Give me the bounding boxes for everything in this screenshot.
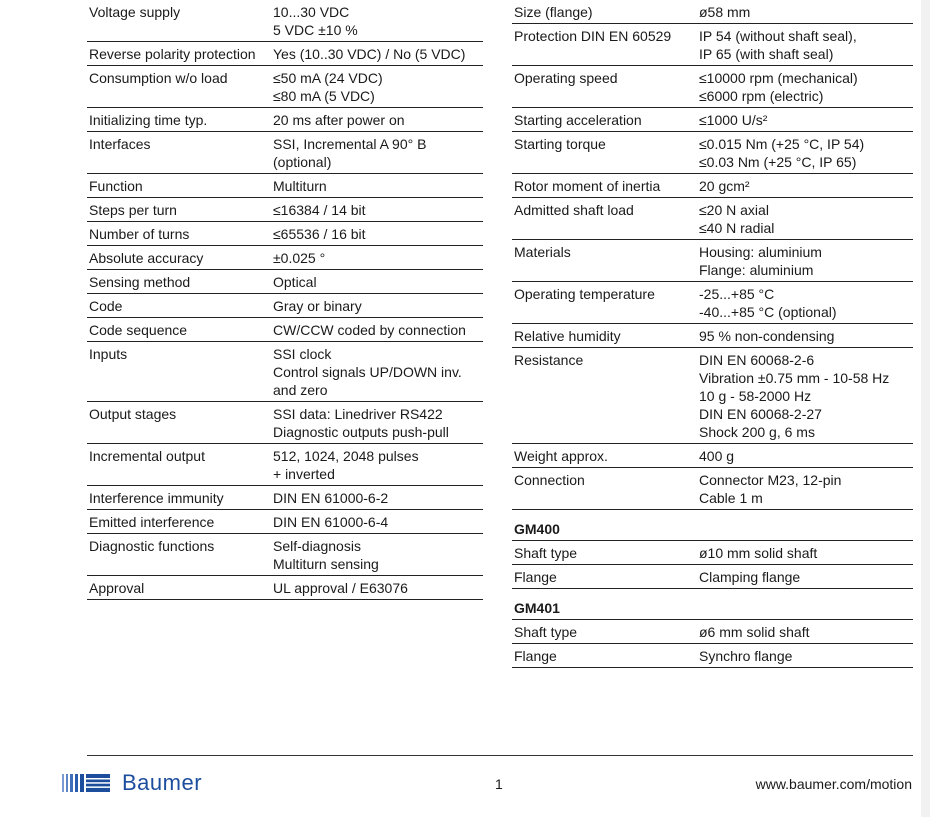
spec-value [697,108,913,132]
spec-value [697,198,913,240]
spec-row [87,108,483,132]
spec-value [271,174,483,198]
spec-label: Voltage supply [87,0,271,42]
spec-value [697,620,913,644]
spec-label: Operating speed [512,66,697,108]
spec-value [271,132,483,174]
spec-row [87,444,483,486]
spec-value [697,66,913,108]
spec-row [512,468,913,510]
spec-label: Materials [512,240,697,282]
spec-value [697,132,913,174]
spec-value [697,565,913,589]
spec-value-line: IP 65 (with shaft seal) [699,46,834,62]
spec-value-line: UL approval / E63076 [273,580,408,596]
spec-value-line: IP 54 (without shaft seal), [699,28,857,44]
logo-text: Baumer [122,770,203,795]
spec-value-line: Vibration ±0.75 mm - 10-58 Hz [699,370,890,386]
spec-row [87,66,483,108]
spec-label: Interfaces [87,132,271,174]
spec-label: Incremental output [87,444,271,486]
left-spec-table [87,0,483,600]
spec-value [697,644,913,668]
spec-label: Flange [512,565,697,589]
spec-label: Flange [512,644,697,668]
spec-value-line: Synchro flange [699,648,793,664]
spec-row [87,294,483,318]
spec-label: Inputs [87,342,271,402]
spec-row [87,222,483,246]
spec-value [697,468,913,510]
spec-value [271,318,483,342]
spec-value-line: Multiturn sensing [273,556,379,572]
spec-row [512,24,913,66]
spec-label: Admitted shaft load [512,198,697,240]
spec-value-line: ø6 mm solid shaft [699,624,810,640]
spec-label: Starting torque [512,132,697,174]
spec-label: Operating temperature [512,282,697,324]
spec-value-line: ≤1000 U/s² [699,112,768,128]
spec-value-line: ≤20 N axial [699,202,769,218]
baumer-logo [62,770,202,796]
spec-value-line: Clamping flange [699,569,801,585]
spec-value-line: ≤65536 / 16 bit [273,226,366,242]
spec-value-line: 512, 1024, 2048 pulses [273,448,419,464]
left-spec-column [87,0,483,600]
spec-row [87,318,483,342]
spec-row [87,42,483,66]
spec-value-line: DIN EN 60068-2-27 [699,406,822,422]
spec-value-line: Yes (10..30 VDC) / No (5 VDC) [273,46,466,62]
spec-value-line: Optical [273,274,317,290]
spec-value-line: + inverted [273,466,335,482]
spec-value-line: Connector M23, 12-pin [699,472,842,488]
spec-value [271,486,483,510]
spec-value [697,282,913,324]
spec-value-line: ±0.025 ° [273,250,326,266]
spec-row [87,246,483,270]
spec-label: Approval [87,576,271,600]
spec-row [512,198,913,240]
spec-value [271,246,483,270]
spec-value-line: ≤16384 / 14 bit [273,202,366,218]
spec-value-line: -25...+85 °C [699,286,775,302]
spec-value [697,24,913,66]
spec-value-line: Cable 1 m [699,490,763,506]
spec-row [87,0,483,42]
spec-value-line: Housing: aluminium [699,244,822,260]
spec-value-line: ≤0.03 Nm (+25 °C, IP 65) [699,154,857,170]
spec-label: Size (flange) [512,0,697,24]
spec-value-line: DIN EN 61000-6-2 [273,490,389,506]
spec-row [512,444,913,468]
spec-value-line: Flange: aluminium [699,262,814,278]
spec-label: Connection [512,468,697,510]
spec-value-line: Self-diagnosis [273,538,361,554]
spec-label: Reverse polarity protection [87,42,271,66]
spec-label: Diagnostic functions [87,534,271,576]
spec-row [512,565,913,589]
spec-row [512,132,913,174]
spec-label: Absolute accuracy [87,246,271,270]
spec-value [271,66,483,108]
scrollbar[interactable] [921,0,930,817]
section-heading-row [512,589,913,620]
spec-label: Emitted interference [87,510,271,534]
spec-value-line: DIN EN 60068-2-6 [699,352,815,368]
spec-row [87,270,483,294]
spec-value-line: 5 VDC ±10 % [273,22,358,38]
spec-row [512,108,913,132]
right-spec-column [512,0,913,668]
spec-label: Protection DIN EN 60529 [512,24,697,66]
spec-label: Interference immunity [87,486,271,510]
spec-value [271,108,483,132]
spec-row [87,198,483,222]
spec-value-line: SSI, Incremental A 90° B [273,136,427,152]
spec-value-line: and zero [273,382,328,398]
spec-label: Shaft type [512,541,697,565]
spec-row [512,240,913,282]
spec-value-line: ≤80 mA (5 VDC) [273,88,375,104]
right-spec-table [512,0,913,668]
spec-value-line: SSI clock [273,346,332,362]
spec-value [271,534,483,576]
spec-value-line: Diagnostic outputs push-pull [273,424,449,440]
spec-value [697,348,913,444]
spec-value-line: ø10 mm solid shaft [699,545,818,561]
spec-value-line: 10 g - 58-2000 Hz [699,388,812,404]
spec-row [512,174,913,198]
section-heading-row [512,510,913,541]
spec-row [512,620,913,644]
spec-value-line: SSI data: Linedriver RS422 [273,406,443,422]
spec-row [512,541,913,565]
spec-row [512,0,913,24]
spec-value [271,222,483,246]
spec-label: Shaft type [512,620,697,644]
spec-value-line: CW/CCW coded by connection [273,322,466,338]
spec-row [512,282,913,324]
spec-value-line: 20 ms after power on [273,112,405,128]
spec-value [271,402,483,444]
baumer-logo-icon [62,774,110,792]
spec-label: Output stages [87,402,271,444]
spec-row [512,66,913,108]
spec-value [271,0,483,42]
spec-label: Starting acceleration [512,108,697,132]
spec-value-line: Control signals UP/DOWN inv. [273,364,462,380]
spec-label: Sensing method [87,270,271,294]
spec-value-line: (optional) [273,154,332,170]
spec-row [512,348,913,444]
spec-value [697,324,913,348]
spec-label: Initializing time typ. [87,108,271,132]
spec-row [512,324,913,348]
spec-row [87,174,483,198]
spec-value-line: 20 gcm² [699,178,750,194]
footer-divider [87,755,913,756]
spec-label: Consumption w/o load [87,66,271,108]
spec-row [87,342,483,402]
spec-value-line: ≤6000 rpm (electric) [699,88,824,104]
spec-value-line: ≤50 mA (24 VDC) [273,70,383,86]
spec-row [87,534,483,576]
spec-value [271,510,483,534]
spec-value-line: -40...+85 °C (optional) [699,304,837,320]
spec-value [271,198,483,222]
spec-label: Code [87,294,271,318]
spec-value [697,240,913,282]
spec-label: Function [87,174,271,198]
spec-value [271,42,483,66]
spec-value [697,174,913,198]
spec-value-line: DIN EN 61000-6-4 [273,514,389,530]
spec-value-line: ≤40 N radial [699,220,775,236]
spec-row [87,132,483,174]
spec-value-line: ≤0.015 Nm (+25 °C, IP 54) [699,136,865,152]
spec-row [87,402,483,444]
spec-label: Weight approx. [512,444,697,468]
spec-label: Relative humidity [512,324,697,348]
spec-value [271,444,483,486]
spec-value-line: Multiturn [273,178,327,194]
spec-label: Resistance [512,348,697,444]
spec-value [271,270,483,294]
spec-label: Steps per turn [87,198,271,222]
spec-row [512,644,913,668]
spec-row [87,486,483,510]
spec-row [87,510,483,534]
spec-value-line: 95 % non-condensing [699,328,835,344]
spec-label: Rotor moment of inertia [512,174,697,198]
spec-value-line: ≤10000 rpm (mechanical) [699,70,858,86]
spec-value-line: Gray or binary [273,298,362,314]
spec-row [87,576,483,600]
section-heading: GM401 [512,589,913,620]
spec-value [271,342,483,402]
spec-label: Number of turns [87,222,271,246]
section-heading: GM400 [512,510,913,541]
footer-url: www.baumer.com/motion [755,776,912,792]
spec-value-line: 400 g [699,448,735,464]
spec-value [697,444,913,468]
spec-value-line: Shock 200 g, 6 ms [699,424,815,440]
spec-value [271,294,483,318]
spec-value [697,0,913,24]
spec-value-line: ø58 mm [699,4,751,20]
spec-value [697,541,913,565]
spec-label: Code sequence [87,318,271,342]
spec-value-line: 10...30 VDC [273,4,350,20]
spec-value [271,576,483,600]
page-number: 1 [495,776,503,792]
